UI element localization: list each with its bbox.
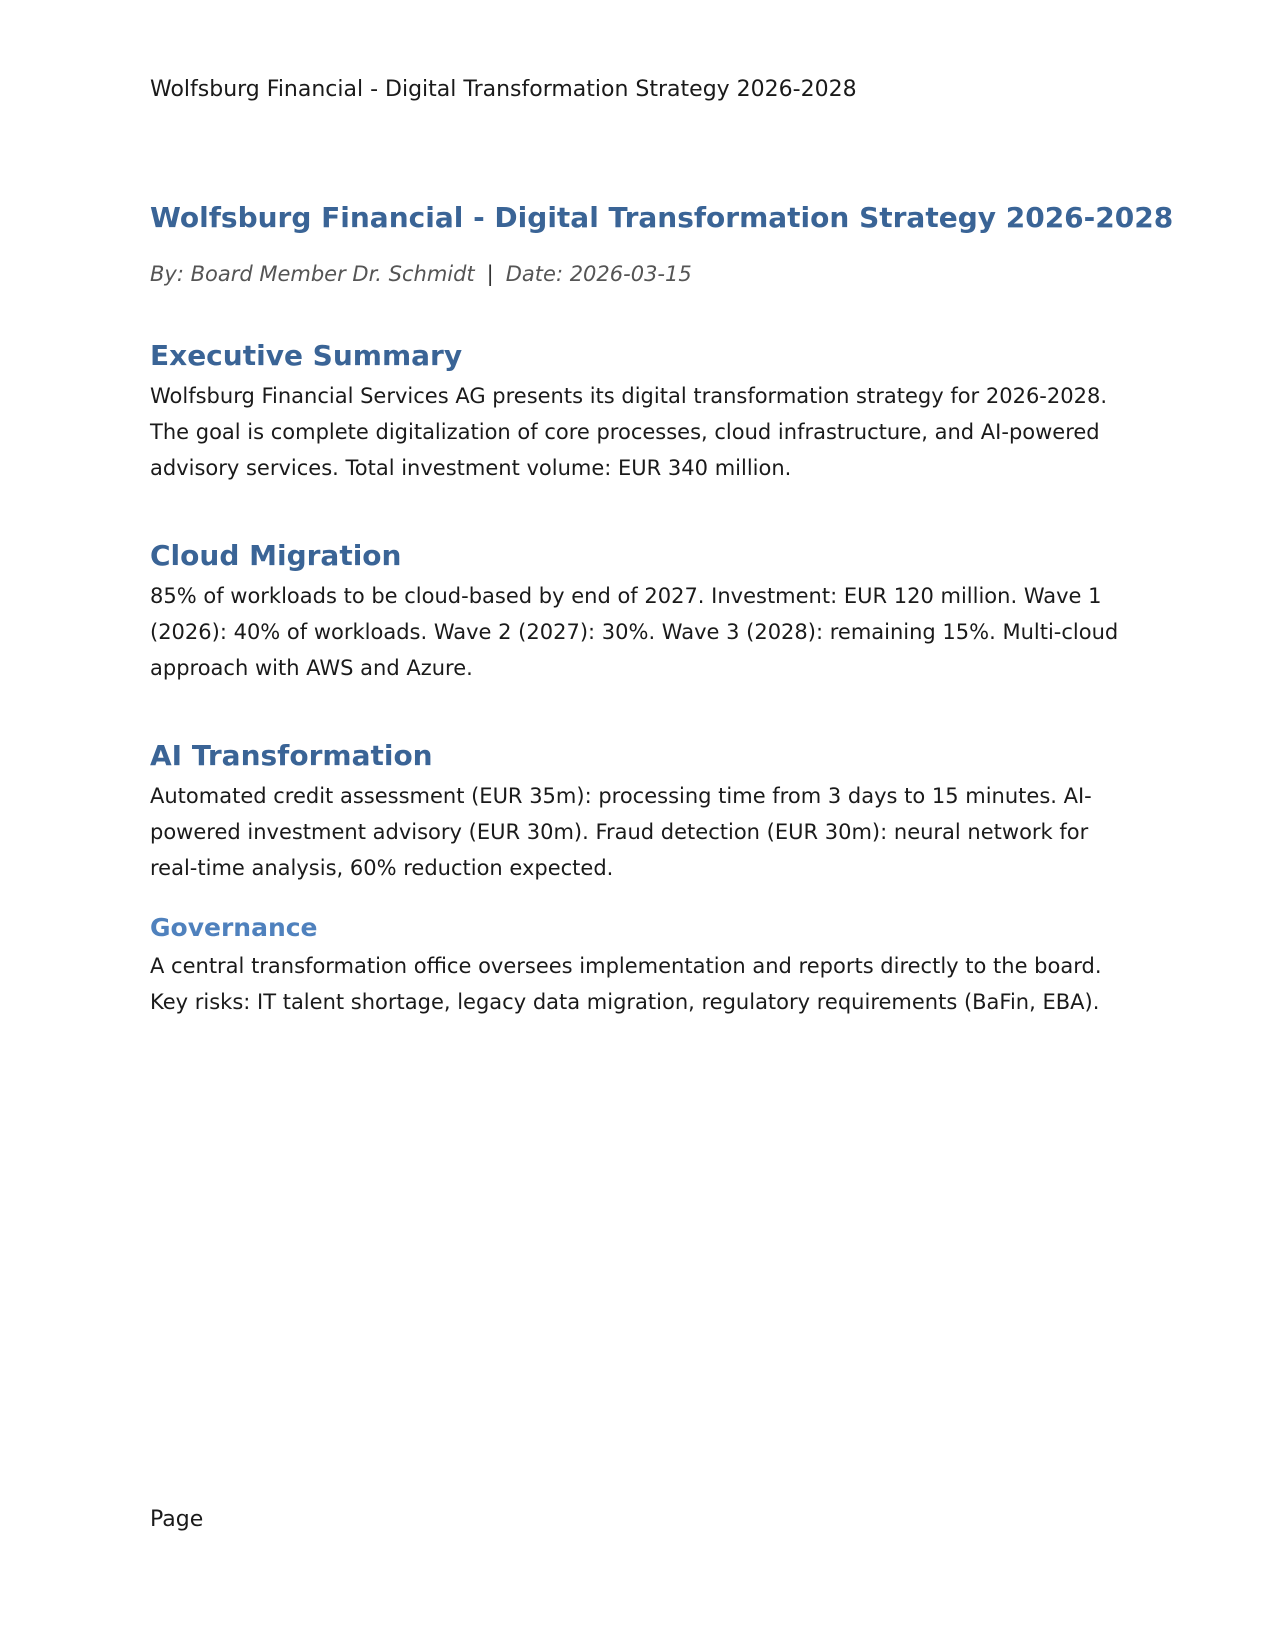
section-heading: Executive Summary — [150, 339, 463, 372]
document-content — [150, 198, 1174, 1020]
section-body: 85% of workloads to be cloud-based by end of 2027. Investment: EUR 120 million. Wave 1 (2026): 40% of workloads. Wave 2 (2027): 30%. Wave 3 (2028): remaining 15%. Multi-cloud approach with AWS and Azure. — [150, 584, 1119, 680]
section-cloud-migration — [150, 536, 1130, 686]
byline — [150, 260, 1130, 288]
page-footer: Page — [150, 1507, 204, 1532]
section-executive-summary — [150, 336, 1130, 486]
document-title: Wolfsburg Financial - Digital Transformation Strategy 2026-2028 — [150, 201, 1174, 234]
section-ai-transformation — [150, 736, 1130, 886]
section-body: Wolfsburg Financial Services AG presents its digital transformation strategy for 2026-2028. The goal is complete digitalization of core processes, cloud infrastructure, and AI-powered advisory services. Total investment volume: EUR 340 million. — [150, 384, 1108, 480]
byline-author: By: Board Member Dr. Schmidt — [150, 262, 475, 286]
byline-date: Date: 2026-03-15 — [505, 262, 692, 286]
section-body: Automated credit assessment (EUR 35m): processing time from 3 days to 15 minutes. AI-powered investment advisory (EUR 30m). Fraud detection (EUR 30m): neural network for real-time analysis, 60% reduction expected. — [150, 784, 1092, 880]
subsection-heading: Governance — [150, 913, 318, 942]
running-header: Wolfsburg Financial - Digital Transformation Strategy 2026-2028 — [150, 77, 857, 102]
section-heading: Cloud Migration — [150, 539, 402, 572]
section-heading: AI Transformation — [150, 739, 433, 772]
byline-separator: | — [486, 262, 494, 286]
section-body: A central transformation office oversees implementation and reports directly to the board. Key risks: IT talent shortage, legacy data migration, regulatory requirements (BaFin, EBA). — [150, 954, 1102, 1014]
section-governance — [150, 910, 1130, 1020]
